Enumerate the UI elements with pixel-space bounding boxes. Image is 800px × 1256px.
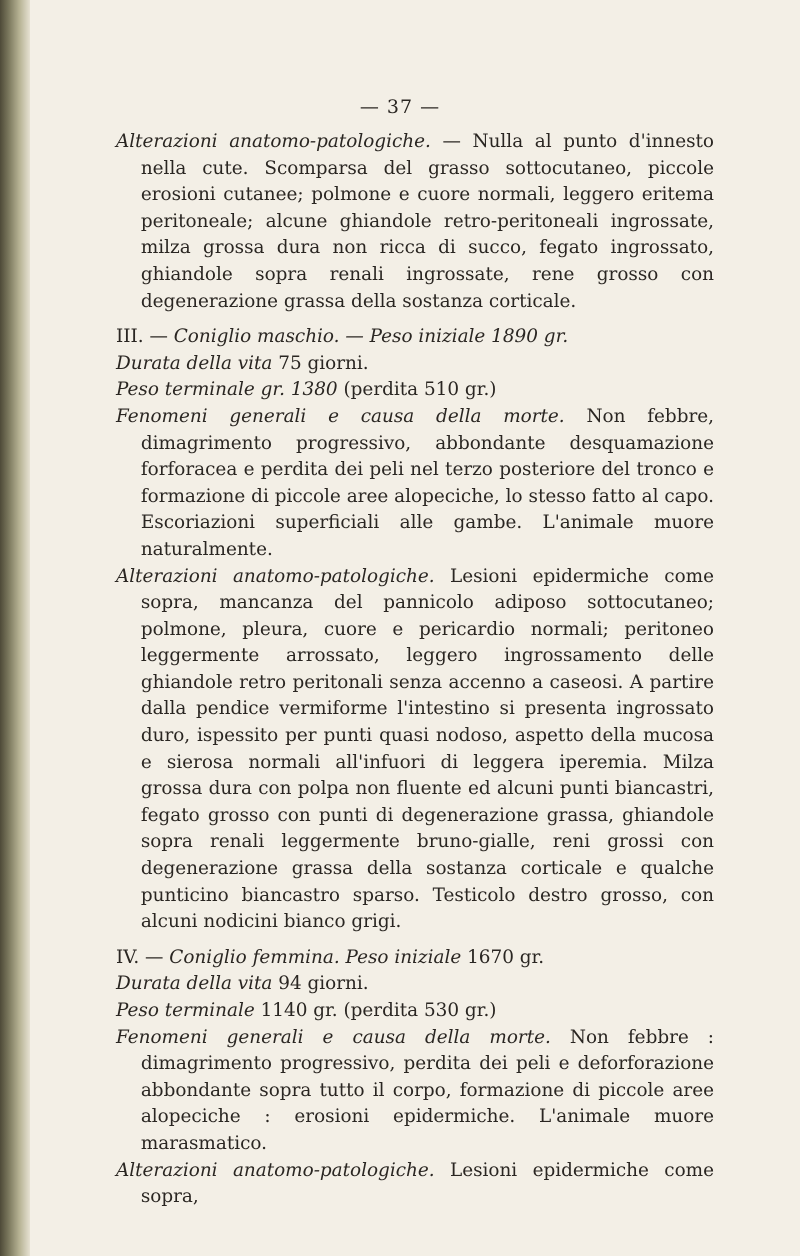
body-text xyxy=(116,129,714,1211)
paragraph-label: Alterazioni anatomo-patologiche. xyxy=(116,565,435,587)
paragraph-label: Coniglio femmina. Peso iniziale xyxy=(169,946,462,968)
paragraph-label: Durata della vita xyxy=(116,352,273,374)
paragraph-text: 94 giorni. xyxy=(272,973,369,995)
paragraph xyxy=(116,1158,714,1211)
paragraph-label: Peso terminale gr. 1380 xyxy=(116,379,338,401)
paragraph xyxy=(116,564,714,936)
book-spine-shadow xyxy=(0,0,30,1256)
case-number: III. — xyxy=(116,326,174,348)
paragraph-label: Coniglio maschio. — Peso iniziale 1890 gr. xyxy=(173,326,569,348)
paragraph xyxy=(116,971,714,998)
paragraph-text: Lesioni epidermiche come sopra, xyxy=(140,1159,714,1208)
paragraph xyxy=(116,998,714,1025)
paragraph-text: 1670 gr. xyxy=(461,946,545,968)
paragraph xyxy=(116,404,714,564)
case-number: IV. — xyxy=(116,946,170,968)
paragraph-label: Fenomeni generali e causa della morte. xyxy=(116,1026,551,1048)
paragraph-text: 75 giorni. xyxy=(272,352,369,374)
case-heading xyxy=(116,945,714,972)
paragraph-label: Alterazioni anatomo-patologiche. xyxy=(116,1159,435,1181)
paragraph-label: Durata della vita xyxy=(116,973,273,995)
paragraph-text: 1140 gr. (perdita 530 gr.) xyxy=(254,1000,497,1021)
paragraph xyxy=(116,351,714,378)
paragraph-text: Non febbre, dimagrimento progressivo, abbondante desquamazione forforacea e perdita dei peli nel terzo posteriore del tronco e formazione di piccole aree alopeciche, lo stesso fatto al capo. Escoriazioni superficiali alle gambe. L'animale muore naturalmente. xyxy=(140,405,714,560)
paragraph-label: Alterazioni anatomo-patologiche. xyxy=(116,131,431,152)
paragraph-label: Peso terminale xyxy=(116,1000,255,1021)
page-number: — 37 — xyxy=(359,96,441,118)
paragraph xyxy=(116,377,714,404)
paragraph-text: (perdita 510 gr.) xyxy=(337,379,497,401)
case-heading xyxy=(116,324,714,351)
paragraph-label: Fenomeni generali e causa della morte. xyxy=(116,405,565,427)
paragraph-text: — Nulla al punto d'innesto nella cute. Scomparsa del grasso sottocutaneo, piccole erosioni cutanee; polmone e cuore normali, leggero eritema peritoneale; alcune ghiandole retro-peritoneali ingrossate, milza grossa dura non ricca di succo, fegato ingrossato, ghiandole sopra renali ingrossate, rene grosso con degenerazione grassa della sostanza corticale. xyxy=(140,131,714,312)
paragraph xyxy=(116,129,714,315)
paragraph xyxy=(116,1025,714,1158)
paragraph-text: Non febbre : dimagrimento progressivo, perdita dei peli e deforforazione abbondante sopra tutto il corpo, formazione di piccole aree alopeciche : erosioni epidermiche. L'animale muore marasmatico. xyxy=(140,1026,715,1154)
paragraph-text: Lesioni epidermiche come sopra, mancanza del pannicolo adiposo sottocutaneo; polmone, pleura, cuore e pericardio normali; peritoneo leggermente arrossato, leggero ingrossamento delle ghiandole retro peritonali senza accenno a caseosi. A partire dalla pendice vermiforme l'intestino si presenta ingrossato duro, ispessito per punti quasi nodoso, aspetto della mucosa e sierosa normali all'infuori di leggera iperemia. Milza grossa dura con polpa non fluente ed alcuni punti biancastri, fegato grosso con punti di degenerazione grassa, ghiandole sopra renali leggermente bruno-gialle, reni grossi con degenerazione grassa della sostanza corticale e qualche punticino biancastro sparso. Testicolo destro grosso, con alcuni nodicini bianco grigi. xyxy=(140,565,714,933)
